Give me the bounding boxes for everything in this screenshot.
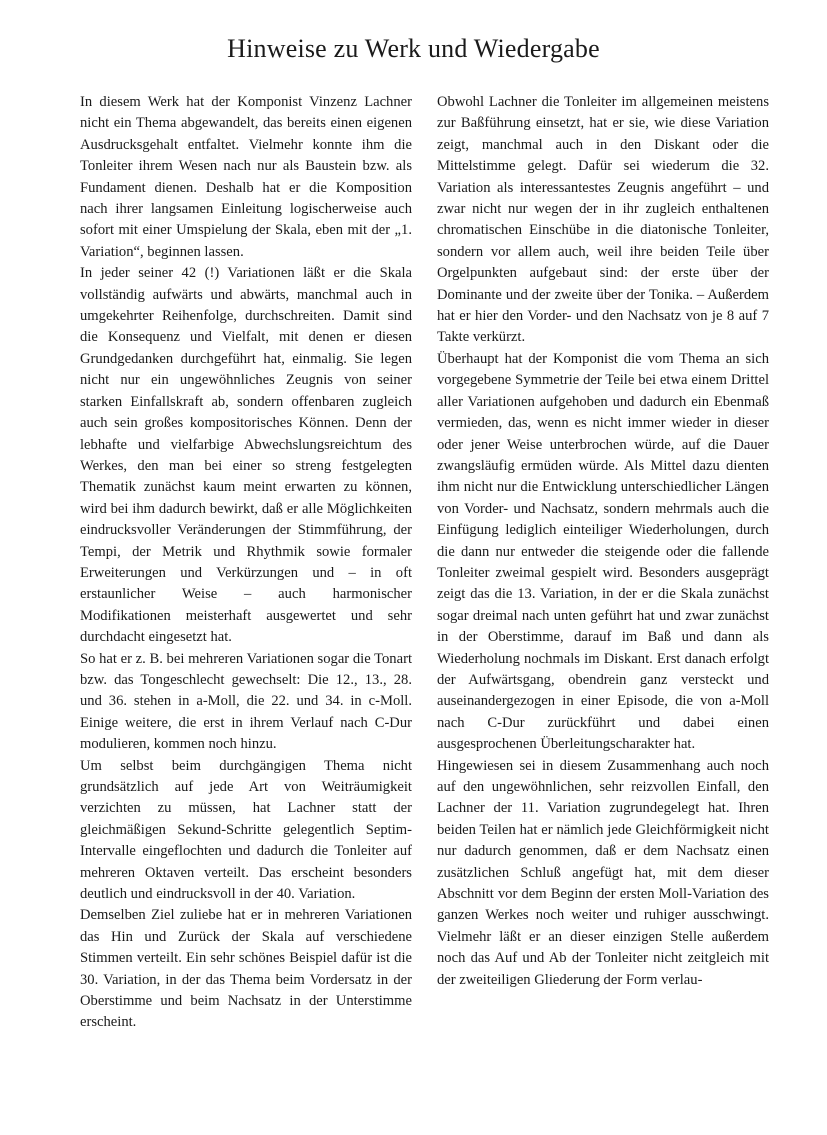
paragraph: Überhaupt hat der Komponist die vom Thema an sich vorgegebene Symmetrie der Teile bei etwa einem Drittel aller Variationen aufgehoben und dadurch ein Ebenmaß vermieden, das, wenn es nicht immer wieder in dieser oder jener Weise unterbrochen würde, auf die Dauer zwangsläufig ermüden würde. Als Mittel dazu dienten ihm nicht nur die Entwicklung unterschiedlicher Längen von Vorder- und Nachsatz, sondern mehrmals auch die Einfügung lediglich einteiliger Wiederholungen, durch die dann nur entweder die steigende oder die fallende Tonleiter zweimal gespielt wird. Besonders ausgeprägt zeigt das die 13. Variation, in der er die Skala zunächst sogar dreimal nach unten geführt hat und zwar zunächst in der Oberstimme, darauf im Baß und dann als Wiederholung nochmals im Diskant. Erst danach erfolgt der Aufwärtsgang, obendrein ganz versteckt und auseinandergezogen in einer Episode, die von a-Moll nach C-Dur zurückführt und dabei einen ausgesprochenen Überleitungscharakter hat. <box>437 350 769 753</box>
page-title: Hinweise zu Werk und Wiedergabe <box>227 34 600 63</box>
paragraph: Demselben Ziel zuliebe hat er in mehreren Variationen das Hin und Zurück der Skala auf verschiedene Stimmen verteilt. Ein sehr schönes Beispiel dafür ist die 30. Variation, in der das Thema beim Vordersatz in der Oberstimme und beim Nachsatz in der Unterstimme erscheint. <box>80 907 412 1031</box>
paragraph: So hat er z. B. bei mehreren Variationen sogar die Tonart bzw. das Tongeschlecht gewechselt: Die 12., 13., 28. und 36. stehen in a-Moll, die 22. und 34. in c-Moll. Einige weitere, die erst in ihrem Verlauf nach C-Dur modulieren, kommen noch hinzu. <box>80 650 412 753</box>
paragraph: Obwohl Lachner die Tonleiter im allgemeinen meistens zur Baßführung einsetzt, hat er sie, wie diese Variation zeigt, manchmal auch in den Diskant oder die Mittelstimme gelegt. Dafür sei wiederum die 32. Variation als interessantestes Zeugnis angeführt – und zwar nicht nur wegen der in ihr zugleich enthaltenen chromatischen Einschübe in die diatonische Tonleiter, sondern vor allem auch, weil ihre beiden Teile über Orgelpunkten aufgebaut sind: der erste über der Dominante und der zweite über der Tonika. – Außerdem hat er hier den Vorder- und den Nachsatz von je 8 auf 7 Takte verkürzt. <box>437 94 769 346</box>
text-column-right <box>437 92 769 991</box>
text-column-left <box>80 92 412 1034</box>
paragraph: In jeder seiner 42 (!) Variationen läßt er die Skala vollständig aufwärts und abwärts, manchmal auch in umgekehrter Reihenfolge, durchschreiten. Damit sind die Konsequenz und Vielfalt, mit denen er diesen Grundgedanken durchgeführt hat, einmalig. Sie legen nicht nur ein ungewöhnliches Zeugnis von seiner starken Einfallskraft ab, sondern offenbaren zugleich auch sein großes kompositorisches Können. Denn der lebhafte und vielfarbige Abwechslungsreichtum des Werkes, den man bei einer so streng festgelegten Thematik zunächst kaum meint erwarten zu können, wird bei ihm dadurch bewirkt, daß er alle Möglichkeiten eindrucksvoller Veränderungen der Stimmführung, der Tempi, der Metrik und Rhythmik sowie formaler Erweiterungen und Verkürzungen und – in oft erstaunlicher Weise – auch harmonischer Modifikationen meisterhaft ausgewertet und sehr durchdacht eingesetzt hat. <box>80 265 412 646</box>
paragraph: In diesem Werk hat der Komponist Vinzenz Lachner nicht ein Thema abgewandelt, das bereits einen eigenen Ausdrucksgehalt entfaltet. Vielmehr konnte ihm die Tonleiter ihrem Wesen nach nur als Baustein bzw. als Fundament dienen. Deshalb hat er die Komposition nach ihrer langsamen Einleitung logischerweise auch sofort mit einer Umspielung der Skala, eben mit der „1. Variation“, beginnen lassen. <box>80 94 412 260</box>
paragraph: Um selbst beim durchgängigen Thema nicht grundsätzlich auf jede Art von Weiträumigkeit verzichten zu müssen, hat Lachner statt der gleichmäßigen Sekund-Schritte gelegentlich Septim-Intervalle eingeflochten und dadurch die Tonleiter auf mehreren Oktaven verteilt. Das erscheint besonders deutlich und eindrucksvoll in der 40. Variation. <box>80 757 412 903</box>
paragraph: Hingewiesen sei in diesem Zusammenhang auch noch auf den ungewöhnlichen, sehr reizvollen Einfall, den Lachner der 11. Variation zugrundegelegt hat. Ihren beiden Teilen hat er nämlich jede Gleichförmigkeit nicht nur dadurch genommen, daß er dem Nachsatz einen zusätzlichen Schluß angefügt hat, mit dem dieser Abschnitt vor dem Beginn der ersten Moll-Variation des ganzen Werkes noch weiter und ruhiger ausschwingt. Vielmehr läßt er an dieser einzigen Stelle außerdem noch das Auf und Ab der Tonleiter nicht zeitgleich mit der zweiteiligen Gliederung der Form verlau- <box>437 757 769 988</box>
